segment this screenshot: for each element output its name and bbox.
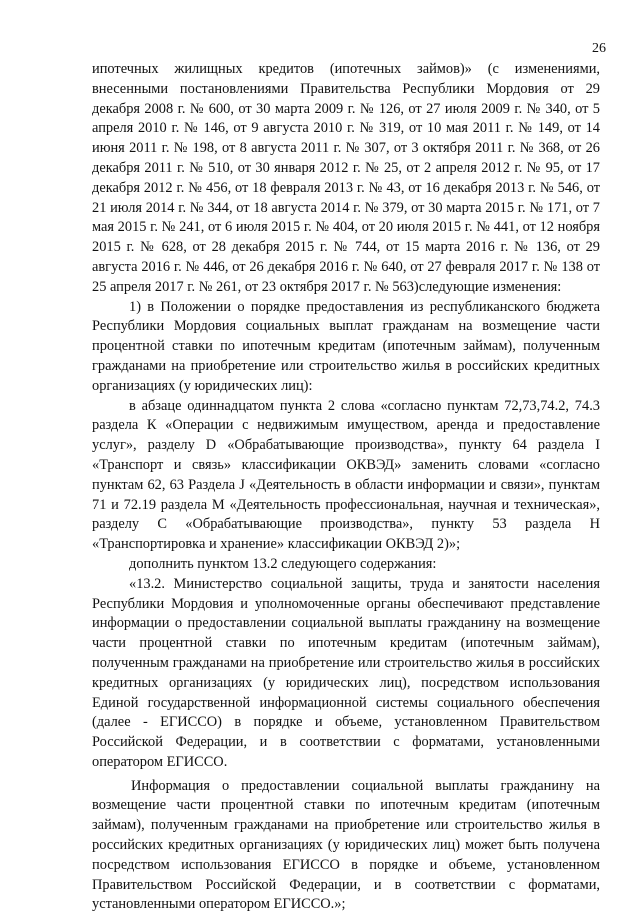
paragraph-okved-replacement: в абзаце одиннадцатом пункта 2 слова «согласно пунктам 72,73,74.2, 74.3 раздела К «Операции с недвижимым имуществом, аренда и предоставление услуг», разделу D «Обрабатывающие производства», пункту 64 раздела I «Транспорт и связь» классификации ОКВЭД» заменить словами «согласно пунктам 62, 63 Раздела J «Деятельность в области информации и связи», пунктам 71 и 72.19 раздела M «Деятельность профессиональная, научная и техническая», разделу C «Обрабатывающие производства», пункту 53 раздела H «Транспортировка и хранение» классификации ОКВЭД 2)»; xyxy=(92,397,600,553)
document-body xyxy=(92,60,600,915)
paragraph-item-1: 1) в Положении о порядке предоставления из республиканского бюджета Республики Мордовия социальных выплат гражданам на возмещение части процентной ставки по ипотечным кредитам (ипотечным займам), полученным гражданами на приобретение или строительство жилья в российских кредитных организациях (у юридических лиц): xyxy=(92,298,600,394)
paragraph-information-egisso: Информация о предоставлении социальной выплаты гражданину на возмещение части процентной ставки по ипотечным кредитам (ипотечным займам), полученным гражданами на приобретение или строительство жилья в российских кредитных организациях (у юридических лиц) может быть получена посредством использования ЕГИССО в порядке и объеме, установленном Правительством Российской Федерации, и в соответствии с форматами, установленными оператором ЕГИССО.»; xyxy=(92,777,600,913)
paragraph-amendments-list: ипотечных жилищных кредитов (ипотечных займов)» (с изменениями, внесенными постановлениями Правительства Республики Мордовия от 29 декабря 2008 г. № 600, от 30 марта 2009 г. № 126, от 27 июля 2009 г. № 340, от 5 апреля 2010 г. № 146, от 9 августа 2010 г. № 319, от 10 мая 2011 г. № 149, от 14 июня 2011 г. № 198, от 8 августа 2011 г. № 307, от 3 октября 2011 г. № 368, от 26 декабря 2011 г. № 510, от 30 января 2012 г. № 25, от 2 апреля 2012 г. № 95, от 17 декабря 2012 г. № 456, от 18 февраля 2013 г. № 43, от 16 декабря 2013 г. № 546, от 21 июля 2014 г. № 344, от 18 августа 2014 г. № 379, от 30 марта 2015 г. № 171, от 7 мая 2015 г. № 241, от 6 июля 2015 г. № 404, от 20 июля 2015 г. № 441, от 12 ноября 2015 г. № 628, от 28 декабря 2015 г. № 744, от 15 марта 2016 г. № 136, от 29 августа 2016 г. № 446, от 26 декабря 2016 г. № 640, от 27 февраля 2017 г. № 138 от 25 апреля 2017 г. № 261, от 23 октября 2017 г. № 563)следующие изменения: xyxy=(92,61,600,295)
page-number: 26 xyxy=(592,41,606,56)
paragraph-add-clause: дополнить пунктом 13.2 следующего содержания: xyxy=(129,555,437,572)
paragraph-clause-13-2: «13.2. Министерство социальной защиты, труда и занятости населения Республики Мордовия и уполномоченные органы обеспечивают представление информации о предоставлении социальной выплаты гражданину на возмещение части процентной ставки по ипотечным кредитам (ипотечным займам), полученным гражданами на приобретение или строительство жилья в российских кредитных организациях (у юридических лиц), посредством использования Единой государственной информационной системы социального обеспечения (далее - ЕГИССО) в порядке и объеме, установленном Правительством Российской Федерации, и в соответствии с форматами, установленными оператором ЕГИССО. xyxy=(92,575,600,770)
